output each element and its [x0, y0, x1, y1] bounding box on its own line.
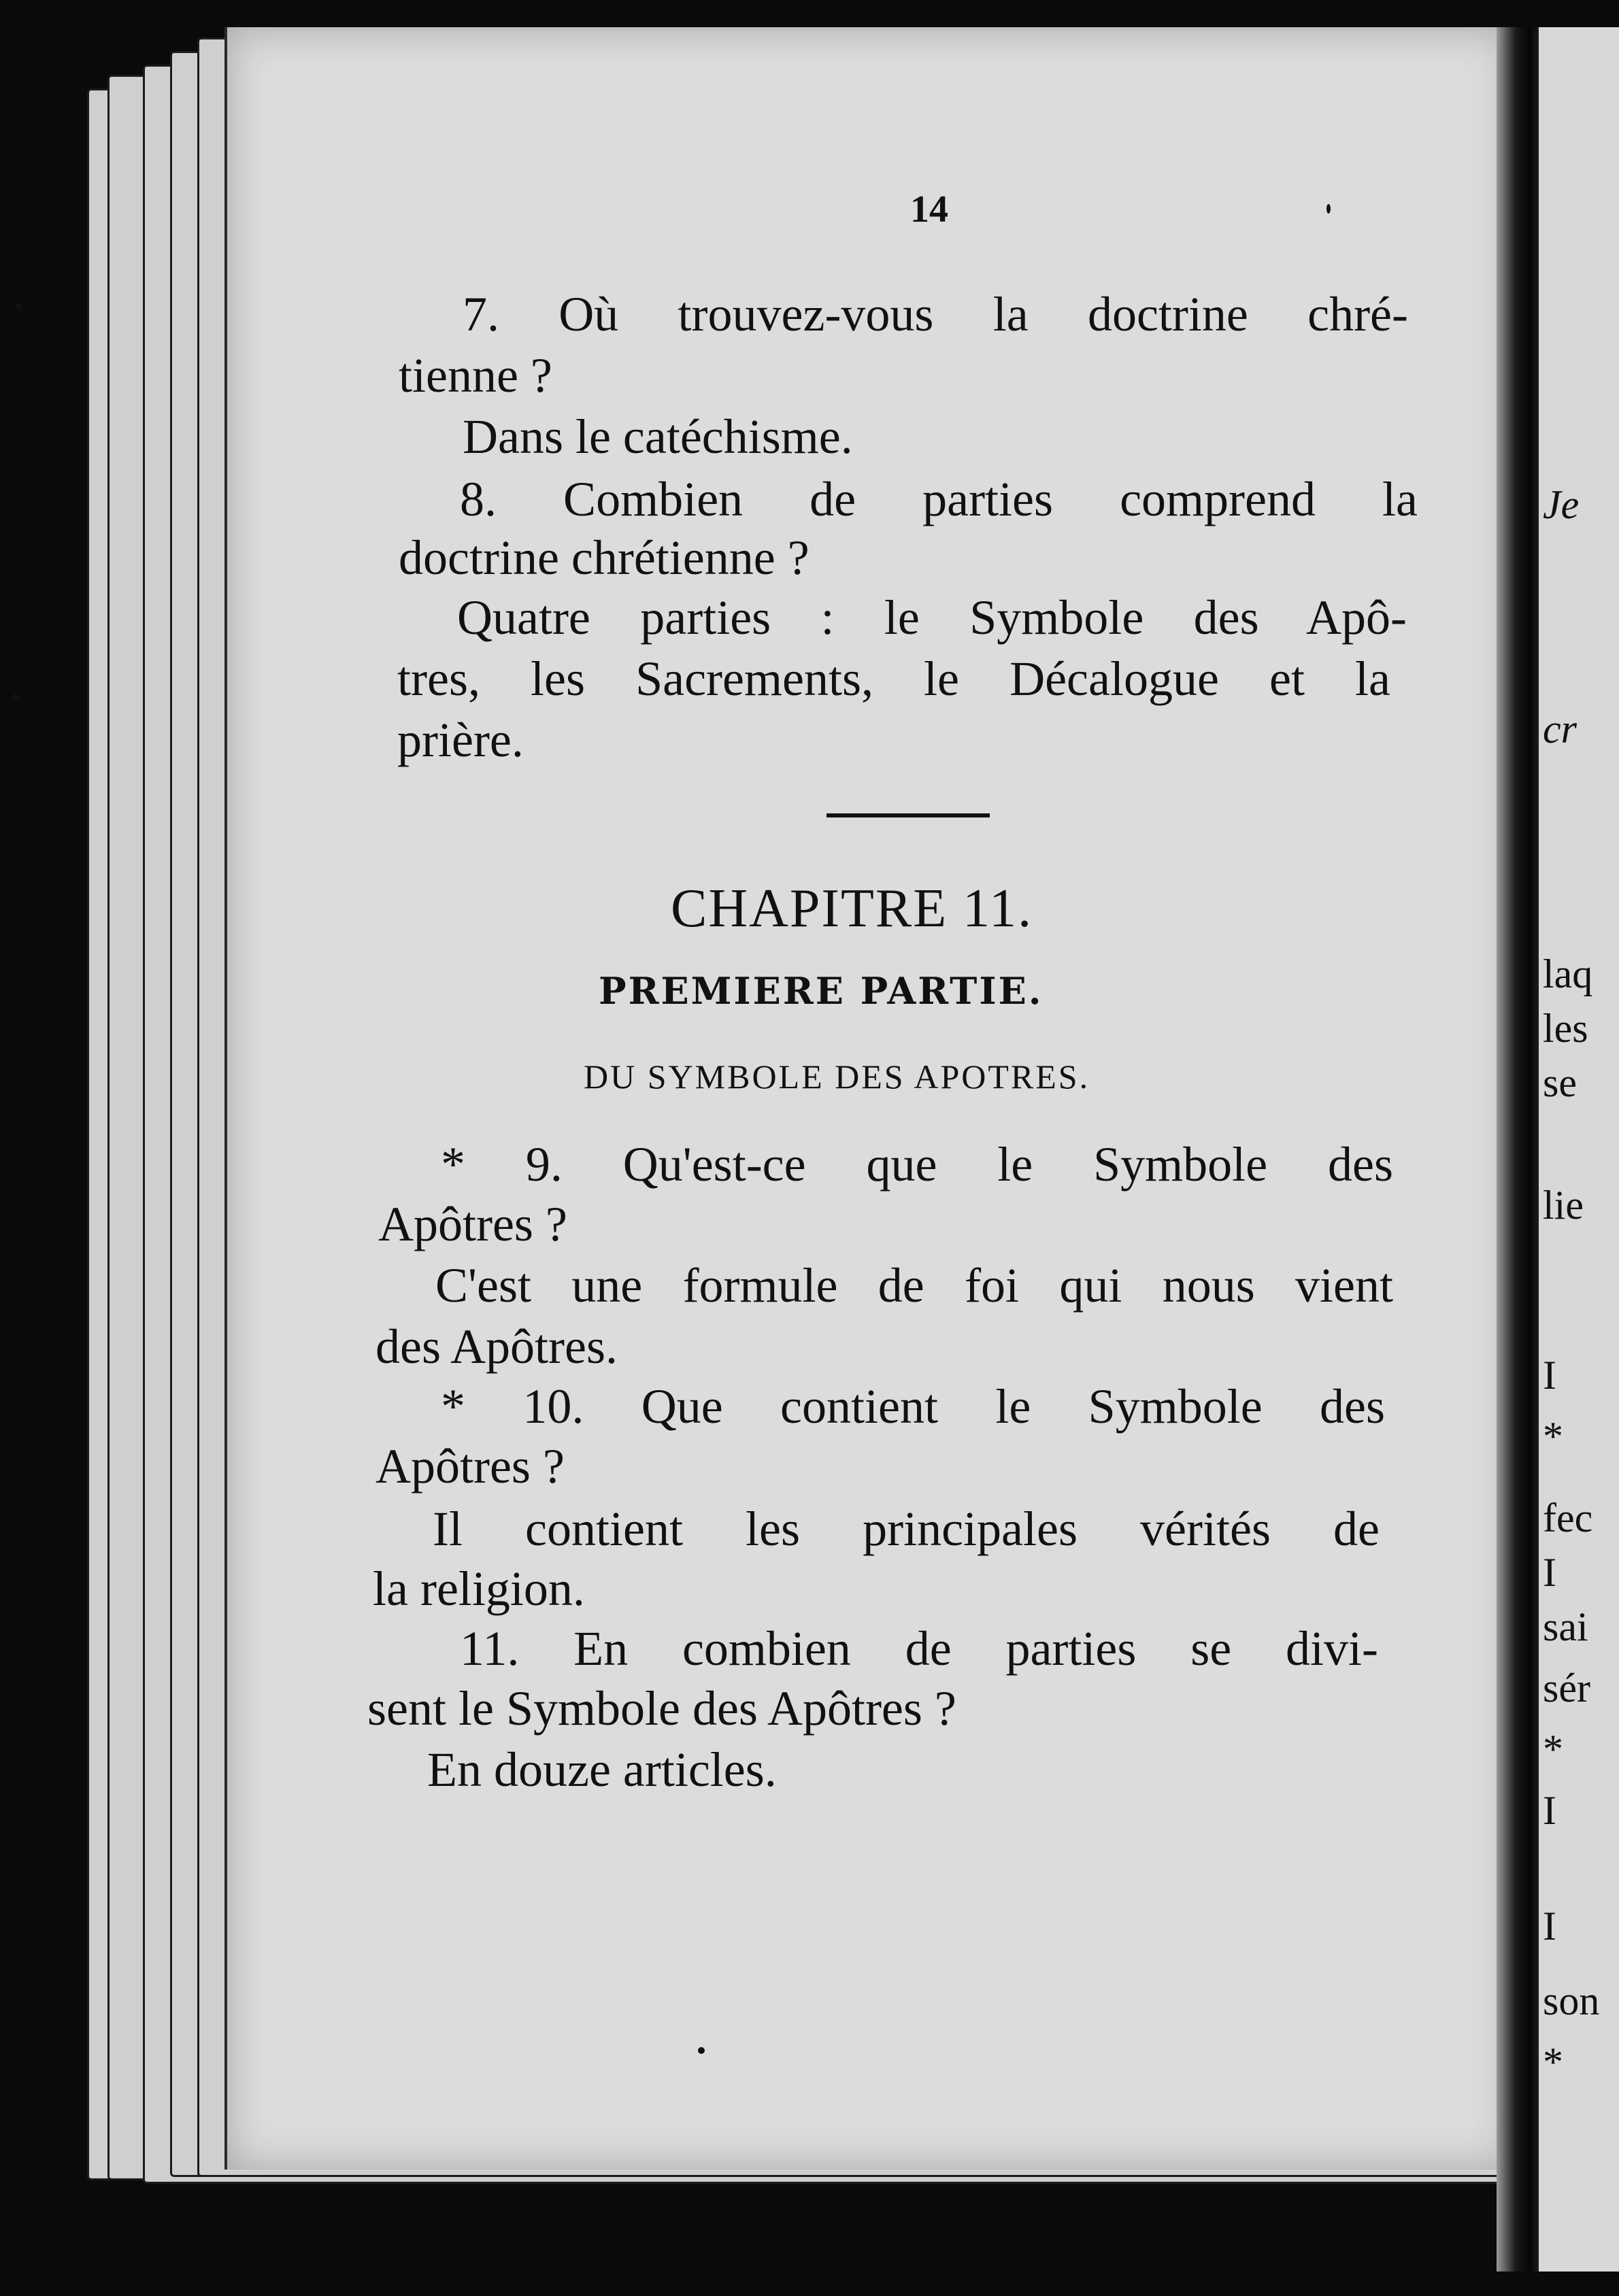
right-fragment-line: son — [1543, 1978, 1600, 2023]
answer-11: En douze articles. — [427, 1742, 777, 1797]
scan-speck — [12, 694, 19, 700]
right-fragment-line: lie — [1543, 1183, 1584, 1228]
question-10-line-2: Apôtres ? — [375, 1439, 565, 1493]
right-fragment-line: I — [1543, 1788, 1556, 1833]
part-title: PREMIERE PARTIE. — [599, 969, 1044, 1013]
right-fragment-line: laq — [1543, 951, 1593, 996]
right-fragment-line: I — [1543, 1550, 1556, 1595]
question-11-line-1: 11. En combien de parties se divi- — [460, 1621, 1378, 1676]
right-fragment-line: I — [1543, 1353, 1556, 1398]
answer-10-line-2: la religion. — [373, 1561, 585, 1616]
answer-8-line-2: tres, les Sacrements, le Décalogue et la — [397, 652, 1390, 706]
answer-9-line-2: des Apôtres. — [375, 1319, 618, 1374]
right-fragment-line: * — [1543, 1727, 1563, 1772]
right-fragment-line: sai — [1543, 1604, 1588, 1649]
right-fragment-line: se — [1543, 1060, 1577, 1105]
right-fragment-line: * — [1543, 1414, 1563, 1459]
question-9-line-2: Apôtres ? — [378, 1197, 567, 1251]
right-fragment-line: Je — [1543, 482, 1580, 527]
right-page-fragment — [1539, 27, 1619, 2272]
answer-9-line-1: C'est une formule de foi qui nous vient — [435, 1258, 1393, 1313]
question-8-line-2: doctrine chrétienne ? — [399, 530, 810, 585]
question-10-line-1: * 10. Que contient le Symbole des — [441, 1379, 1385, 1434]
scan-speck — [698, 2047, 705, 2054]
right-fragment-line: * — [1543, 2040, 1563, 2084]
question-9-line-1: * 9. Qu'est-ce que le Symbole des — [441, 1137, 1393, 1192]
book-gutter — [1497, 27, 1544, 2272]
right-fragment-line: I — [1543, 1904, 1556, 1948]
answer-7: Dans le catéchisme. — [463, 409, 853, 464]
right-fragment-line: les — [1543, 1006, 1588, 1051]
chapter-title: CHAPITRE 11. — [671, 879, 1033, 939]
answer-10-line-1: Il contient les principales vérités de — [433, 1502, 1380, 1556]
right-fragment-line: cr — [1543, 707, 1577, 752]
section-title: DU SYMBOLE DES APOTRES. — [584, 1058, 1090, 1096]
question-11-line-2: sent le Symbole des Apôtres ? — [367, 1681, 956, 1736]
answer-8-line-1: Quatre parties : le Symbole des Apô- — [457, 590, 1407, 645]
section-divider — [827, 813, 990, 817]
page-number: 14 — [910, 188, 948, 231]
right-fragment-line: sér — [1543, 1666, 1590, 1710]
question-7-line-2: tienne ? — [399, 348, 552, 403]
right-fragment-line: fec — [1543, 1496, 1593, 1540]
question-7-line-1: 7. Où trouvez-vous la doctrine chré- — [463, 287, 1408, 341]
scan-speck — [15, 303, 22, 309]
scan-speck — [1326, 204, 1331, 214]
answer-8-line-3: prière. — [397, 713, 524, 767]
question-8-line-1: 8. Combien de parties comprend la — [460, 472, 1418, 526]
